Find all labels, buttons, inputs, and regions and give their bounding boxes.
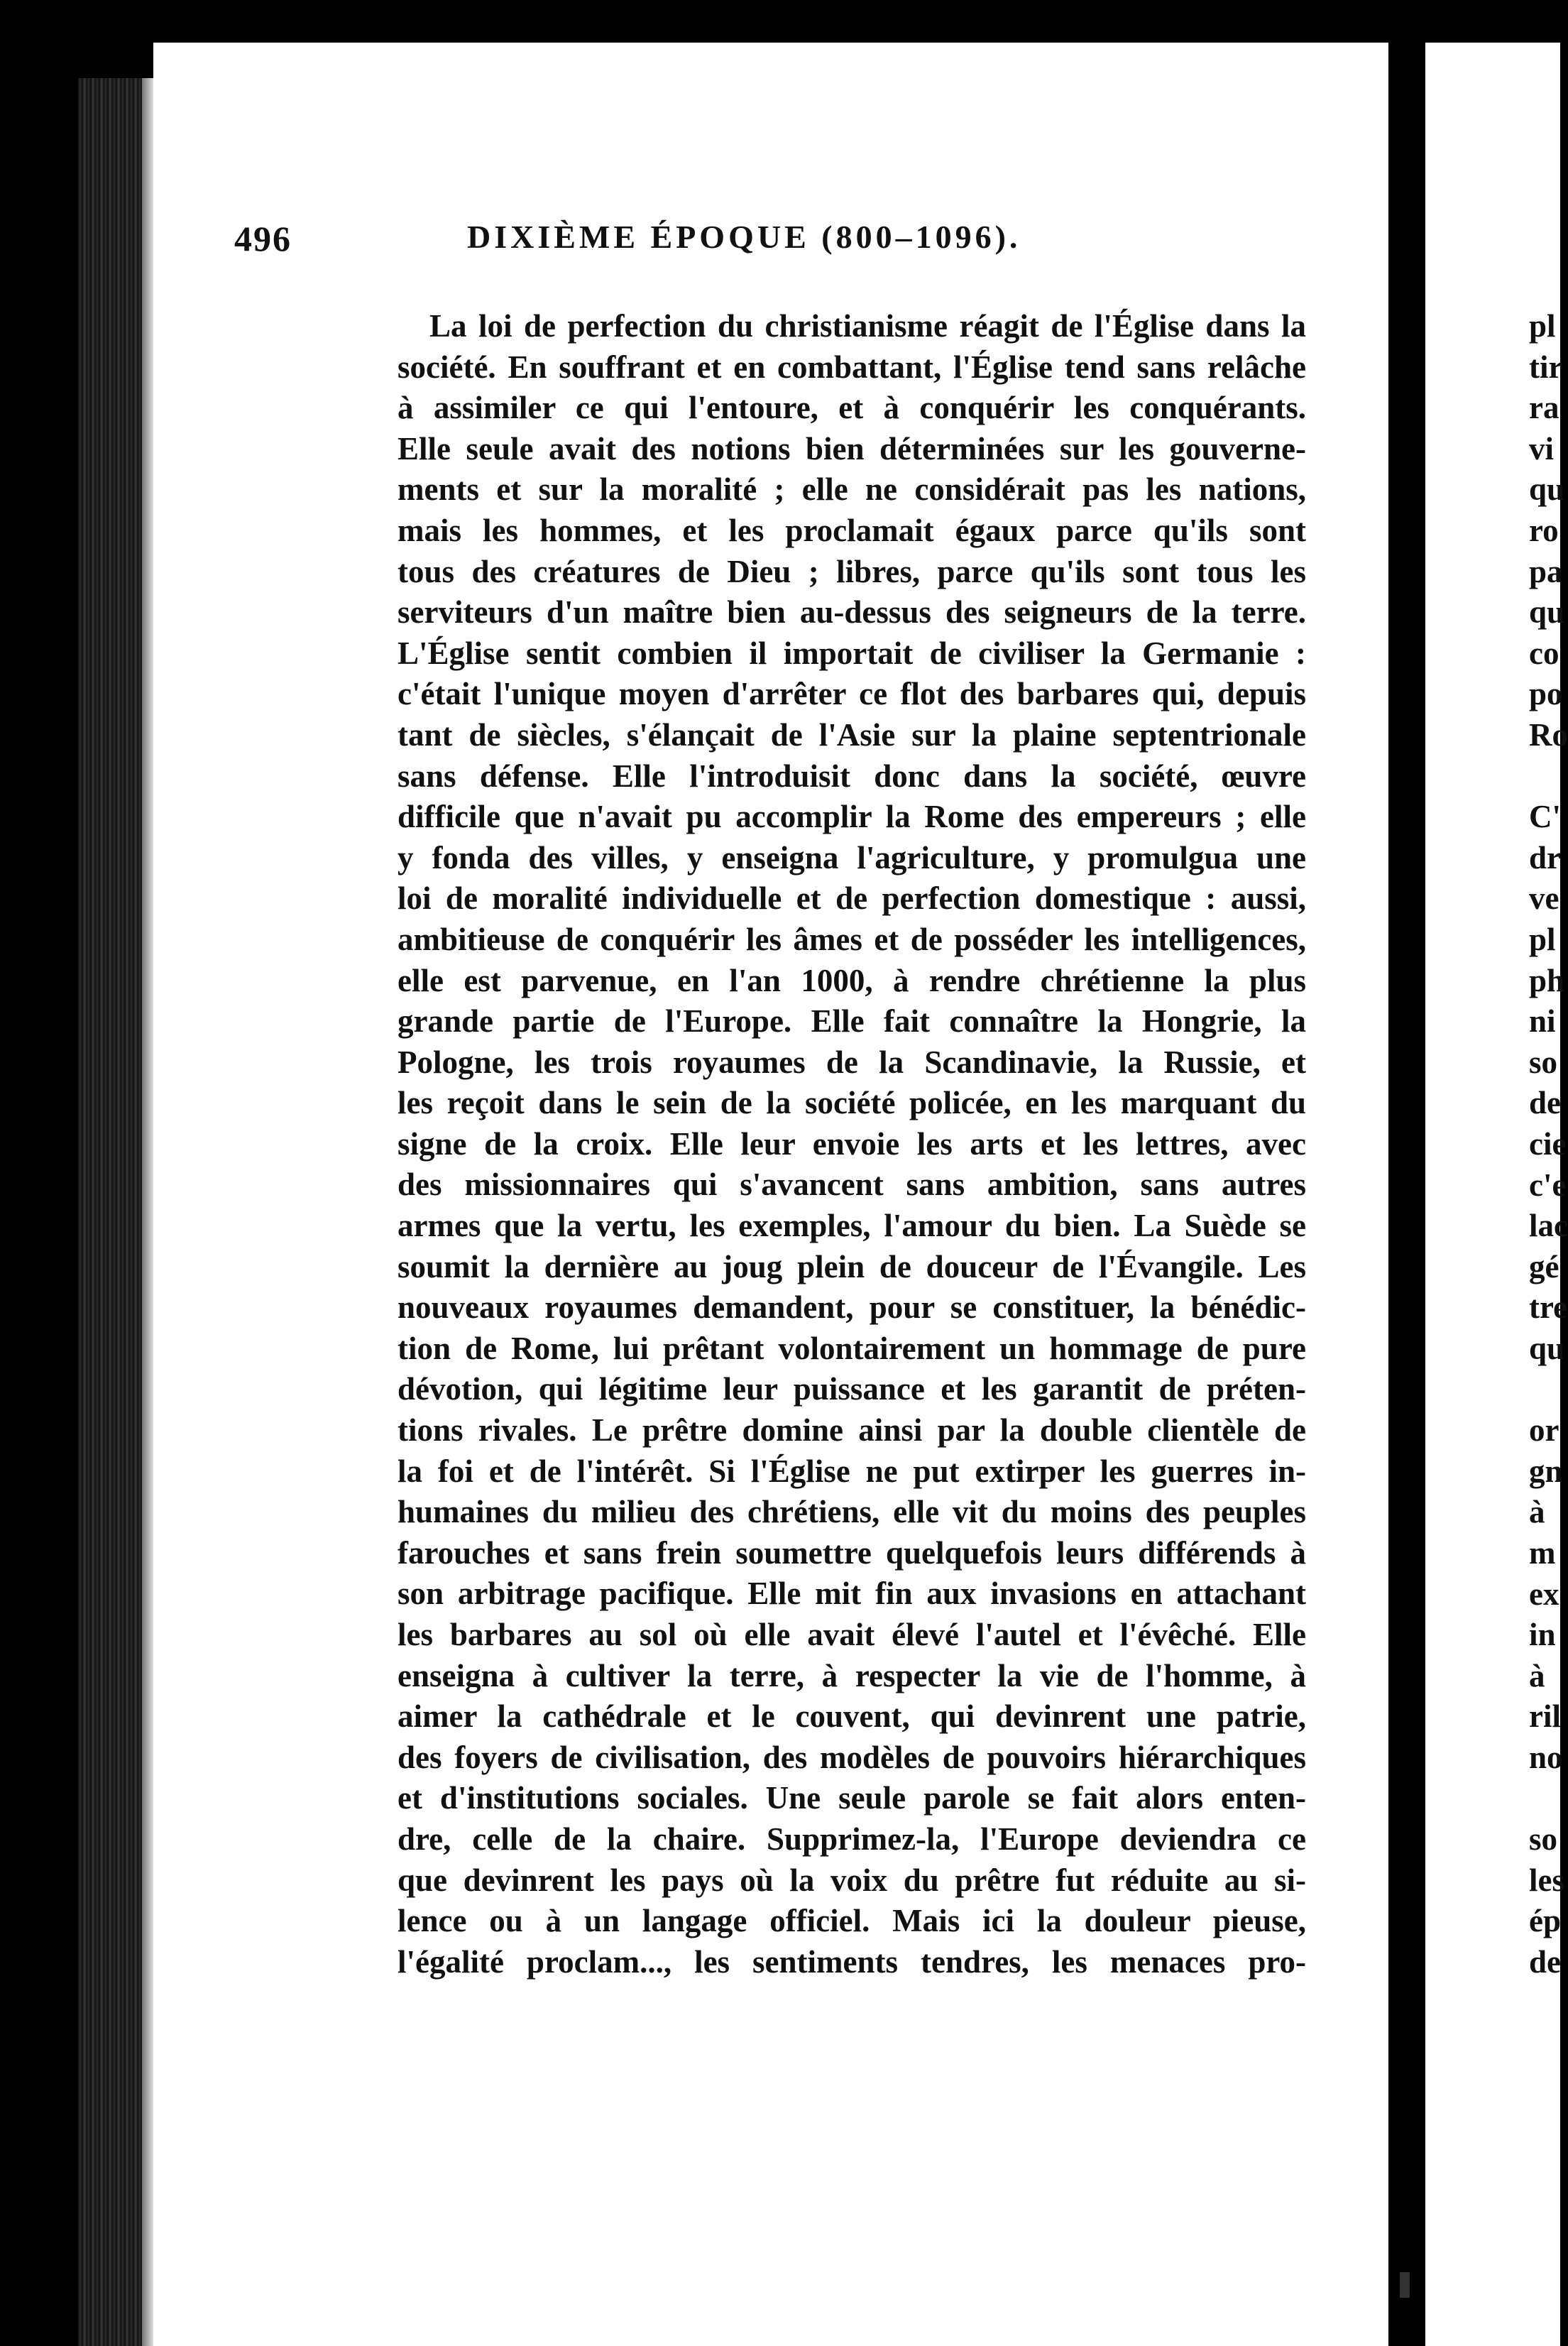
right-page-line: de (1529, 1085, 1561, 1121)
right-page-line: tre (1529, 1289, 1568, 1326)
right-page-line: co (1529, 635, 1559, 671)
text-line: son arbitrage pacifique. Elle mit fin aux invasions en attachant (398, 1576, 1306, 1612)
right-page-line: qu (1529, 594, 1565, 631)
text-line: y fonda des villes, y enseigna l'agriculture, y promulgua une (398, 839, 1306, 875)
text-line: société. En souffrant et en combattant, l'Église tend sans relâche (398, 349, 1306, 385)
text-line: l'égalité proclam..., les sentiments tendres, les menaces pro- (398, 1943, 1306, 1980)
right-page-line: ph (1529, 962, 1565, 998)
text-line: aimer la cathédrale et le couvent, qui devinrent une patrie, (398, 1698, 1306, 1735)
text-line: les barbares au sol où elle avait élevé l'autel et l'évêché. Elle (398, 1617, 1306, 1652)
text-line: des missionnaires qui s'avancent sans ambition, sans autres (398, 1167, 1306, 1203)
right-page-line: dr (1529, 839, 1561, 875)
page-edge-strip (78, 78, 142, 2346)
right-page-line: cie (1529, 1126, 1567, 1162)
text-line: les reçoit dans le sein de la société policée, en les marquant du (398, 1085, 1306, 1121)
text-line: la foi et de l'intérêt. Si l'Église ne put extirper les guerres in- (398, 1453, 1306, 1489)
text-line: tous des créatures de Dieu ; libres, parce qu'ils sont tous les (398, 553, 1306, 589)
text-line: ments et sur la moralité ; elle ne considérait pas les nations, (398, 471, 1306, 508)
text-line: Pologne, les trois royaumes de la Scandinavie, la Russie, et (398, 1044, 1306, 1080)
right-page-line: ve (1529, 880, 1559, 917)
text-line: humaines du milieu des chrétiens, elle vit du moins des peuples (398, 1494, 1306, 1530)
book-gutter (1388, 43, 1425, 2346)
right-page-line: pl (1529, 922, 1556, 957)
text-line: des foyers de civilisation, des modèles de pouvoirs hiérarchiques (398, 1739, 1306, 1775)
right-page-line: qu (1529, 1331, 1565, 1366)
right-page-line: lac (1529, 1208, 1568, 1244)
right-page-line: so (1529, 1821, 1558, 1857)
right-page-line: ra (1529, 390, 1559, 426)
right-page-line: Ro (1529, 717, 1568, 753)
text-line: dre, celle de la chaire. Supprimez-la, l'Europe deviendra ce (398, 1821, 1306, 1857)
right-page-line: pl (1529, 308, 1556, 344)
right-page-line: à (1529, 1494, 1545, 1530)
right-page-line: c'e (1529, 1167, 1567, 1203)
text-line: tant de siècles, s'élançait de l'Asie sur la plaine septentrionale (398, 716, 1306, 753)
text-line: lence ou à un langage officiel. Mais ici la douleur pieuse, (398, 1903, 1306, 1939)
text-line: tion de Rome, lui prêtant volontairement un hommage de pure (398, 1330, 1306, 1366)
text-line: serviteurs d'un maître bien au-dessus des seigneurs de la terre. (398, 594, 1306, 631)
text-line: c'était l'unique moyen d'arrêter ce flot des barbares qui, depuis (398, 676, 1306, 712)
right-page-line: ni (1529, 1003, 1556, 1040)
scan-border-left (0, 0, 78, 2346)
text-line: elle est parvenue, en l'an 1000, à rendre chrétienne la plus (398, 962, 1306, 998)
text-line: armes que la vertu, les exemples, l'amour du bien. La Suède se (398, 1208, 1306, 1244)
right-page-line: gn (1529, 1453, 1563, 1489)
text-line: dévotion, qui légitime leur puissance et les garantit de préten- (398, 1371, 1306, 1407)
gutter-mark (1400, 2272, 1410, 2298)
page-edge-shadow (142, 78, 153, 2346)
right-page-line: po (1529, 676, 1563, 712)
text-line: difficile que n'avait pu accomplir la Rome des empereurs ; elle (398, 799, 1306, 835)
text-line: signe de la croix. Elle leur envoie les arts et les lettres, avec (398, 1125, 1306, 1162)
right-page-line: ril (1529, 1698, 1561, 1735)
right-page-line: so (1529, 1044, 1558, 1080)
text-line: nouveaux royaumes demandent, pour se constituer, la bénédic- (398, 1289, 1306, 1326)
text-line: loi de moralité individuelle et de perfection domestique : aussi, (398, 880, 1306, 917)
text-line: La loi de perfection du christianisme réagit de l'Église dans la (429, 308, 1306, 344)
running-head: DIXIÈME ÉPOQUE (800–1096). (467, 219, 1021, 255)
right-page-line: les (1529, 1862, 1564, 1898)
text-line: enseigna à cultiver la terre, à respecter la vie de l'homme, à (398, 1657, 1306, 1693)
text-line: à assimiler ce qui l'entoure, et à conquérir les conquérants. (398, 390, 1306, 426)
body-text (398, 306, 1306, 1982)
right-page-line: no (1529, 1740, 1563, 1775)
right-page-line: qu (1529, 471, 1565, 508)
text-line: farouches et sans frein soumettre quelquefois leurs différends à (398, 1534, 1306, 1571)
text-line: ambitieuse de conquérir les âmes et de posséder les intelligences, (398, 921, 1306, 957)
right-page-line: C' (1529, 799, 1561, 835)
right-page-line: ép (1529, 1903, 1561, 1939)
right-page-line: vi (1529, 430, 1555, 467)
text-line: mais les hommes, et les proclamait égaux parce qu'ils sont (398, 512, 1306, 548)
right-page-line: ex (1529, 1576, 1559, 1612)
right-page-line: gé (1529, 1248, 1559, 1284)
right-page-line: tir (1529, 349, 1563, 385)
text-line: Elle seule avait des notions bien déterminées sur les gouverne- (398, 430, 1306, 467)
page-header (234, 218, 1307, 289)
text-line: tions rivales. Le prêtre domine ainsi par la double clientèle de (398, 1412, 1306, 1448)
text-line: sans défense. Elle l'introduisit donc dans la société, œuvre (398, 758, 1306, 794)
right-page-line: ro (1529, 513, 1559, 548)
right-page-line: pa (1529, 553, 1563, 589)
text-line: que devinrent les pays où la voix du prêtre fut réduite au si- (398, 1862, 1306, 1898)
page-number: 496 (234, 219, 292, 258)
text-line: soumit la dernière au joug plein de douceur de l'Évangile. Les (398, 1248, 1306, 1284)
right-page-line: m (1529, 1535, 1556, 1571)
right-page-line: à (1529, 1657, 1545, 1693)
text-line: L'Église sentit combien il importait de civiliser la Germanie : (398, 635, 1306, 671)
text-line: et d'institutions sociales. Une seule parole se fait alors enten- (398, 1780, 1306, 1816)
right-page-line: or (1529, 1412, 1559, 1448)
right-page-line: in (1529, 1617, 1556, 1653)
text-line: grande partie de l'Europe. Elle fait connaître la Hongrie, la (398, 1003, 1306, 1040)
right-page-line: de (1529, 1944, 1561, 1980)
